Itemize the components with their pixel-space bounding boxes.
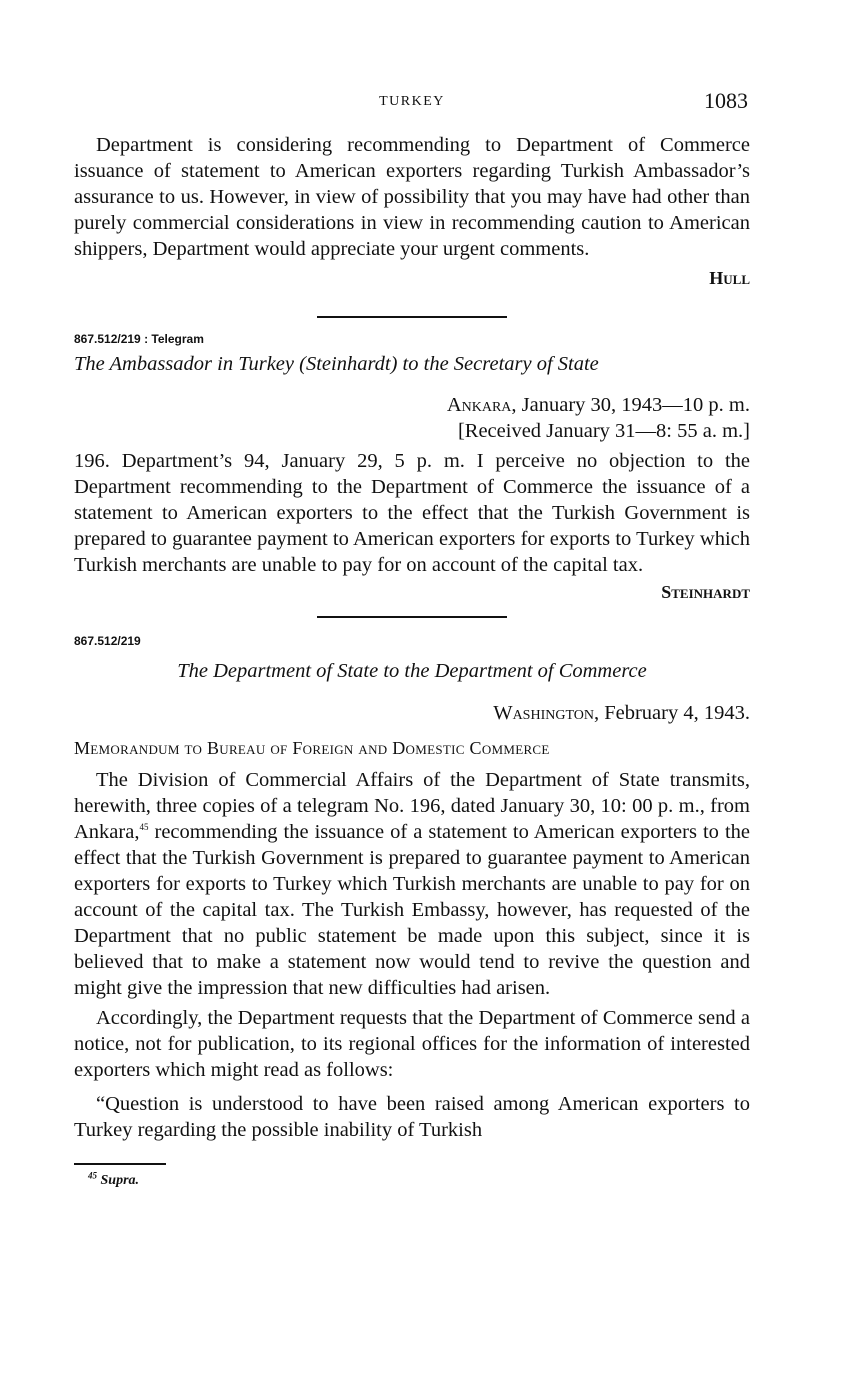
- memo-dateline: [74, 700, 750, 726]
- telegram-received: [Received January 31—8: 55 a. m.]: [457, 420, 750, 442]
- memo-paragraph-2: Accordingly, the Department requests that the Department of Commerce send a notice, not for publication, to its regional offices for the information of interested exporters which might read as follows:: [74, 1007, 750, 1081]
- signature-hull: Hull: [709, 268, 750, 288]
- running-title: TURKEY: [379, 94, 445, 109]
- memo-paragraph-1-part-b: recommending the issuance of a statement to American exporters to the effect that the Turkish Government is prepared to guarantee payment to American exporters for exports to Turkey which Turkish merchants are unable to pay for on account of the capital tax. The Turkish Embassy, however, has requested of the Department that no public statement be made upon this subject, since it is believed that to make a statement now would tend to revive the question and might give the impression that new difficulties had arisen.: [74, 821, 750, 999]
- memo-paragraph-1: [74, 767, 750, 1001]
- memo-heading: Memorandum to Bureau of Foreign and Domestic Commerce: [74, 738, 550, 758]
- section-divider: [317, 616, 507, 618]
- memo-date: , February 4, 1943.: [593, 702, 750, 724]
- footnote-reference: 45: [139, 822, 149, 833]
- signature-steinhardt: Steinhardt: [661, 582, 750, 602]
- footnote-number: 45: [88, 1170, 97, 1181]
- footnote-divider: [74, 1163, 166, 1165]
- footnote-text: Supra.: [100, 1173, 140, 1188]
- document-page: [74, 88, 750, 1189]
- telegram-title: The Ambassador in Turkey (Steinhardt) to the Secretary of State: [74, 353, 599, 375]
- telegram-date: , January 30, 1943—10 p. m.: [511, 394, 750, 416]
- section-divider: [317, 316, 507, 318]
- memo-quote: “Question is understood to have been raised among American exporters to Turkey regarding the possible inability of Turkish: [74, 1093, 750, 1141]
- telegram-dateline: [74, 392, 750, 418]
- footnote: [88, 1170, 750, 1189]
- memo-place: Washington: [493, 702, 594, 724]
- telegram-file-ref: 867.512/219 : Telegram: [74, 332, 204, 346]
- telegram-body: 196. Department’s 94, January 29, 5 p. m. I perceive no objection to the Department recommending to the Department of Commerce the issuance of a statement to American exporters to the effect that the Turkish Government is prepared to guarantee payment to American exporters for exports to Turkey which Turkish merchants are unable to pay for on account of the capital tax.: [74, 450, 750, 576]
- page-header: [74, 88, 750, 118]
- memo-file-ref: 867.512/219: [74, 634, 141, 648]
- intro-paragraph: Department is considering recommending to Department of Commerce issuance of statement to American exporters regarding Turkish Ambassador’s assurance to us. However, in view of possibility that you may have had other than purely commercial considerations in view in recommending caution to American shippers, Department would appreciate your urgent comments.: [74, 134, 750, 260]
- memo-paragraph-1-part-a: The Division of Commercial Affairs of the Department of State transmits, herewith, three copies of a telegram No. 196, dated January 30, 10: 00 p. m., from Ankara,: [74, 769, 750, 843]
- memo-title: The Department of State to the Department of Commerce: [177, 660, 647, 682]
- telegram-place: Ankara: [446, 394, 512, 416]
- page-number: 1083: [704, 88, 748, 113]
